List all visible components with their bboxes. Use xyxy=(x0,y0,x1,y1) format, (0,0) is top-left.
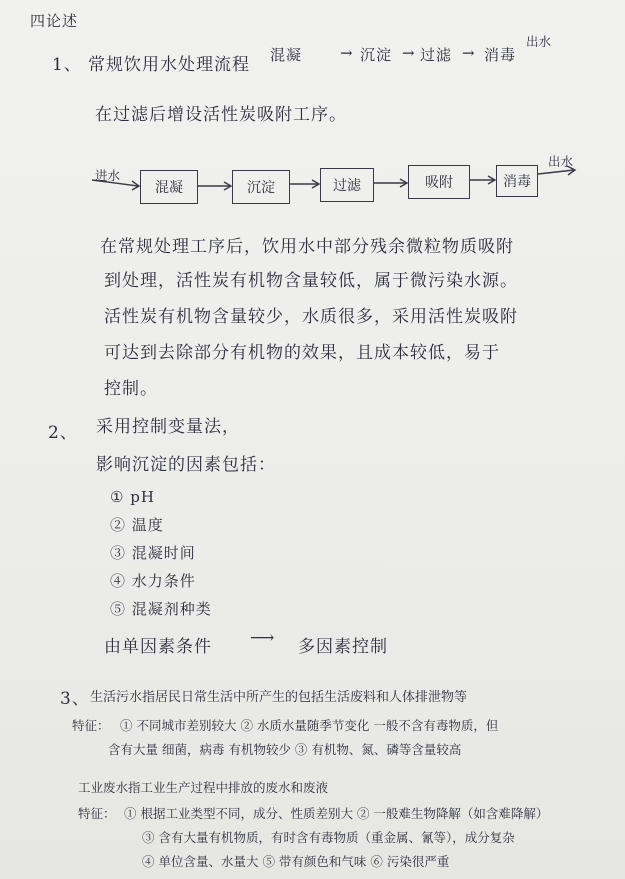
section3-number: 3、 xyxy=(60,689,90,709)
inline-flow-arrow-3: → xyxy=(462,44,476,62)
flow-step-sedimentation: 沉淀 xyxy=(232,170,290,204)
section3-line2: 工业废水指工业生产过程中排放的废水和废液 xyxy=(78,780,329,795)
section2-line1: 采用控制变量法， xyxy=(96,417,240,437)
section3-line1: 生活污水指居民日常生活中所产生的包括生活废料和人体排泄物等 xyxy=(90,690,468,705)
flow-step-filtration: 过滤 xyxy=(320,168,374,202)
section3-feat2-line-1: ① 根据工业类型不同，成分、性质差别大 ② 一般难生物降解（如含难降解） xyxy=(124,806,549,821)
section1-para-line-2: 到处理，活性炭有机物含量较低，属于微污染水源。 xyxy=(104,271,518,291)
section3-feat-line-2: 含有大量 细菌，病毒 有机物较少 ③ 有机物、氮、磷等含量较高 xyxy=(108,742,462,757)
factor-item-5: ⑤ 混凝剂种类 xyxy=(110,600,212,618)
flow-step-coagulation: 混凝 xyxy=(140,170,198,204)
conclusion-right: 多因素控制 xyxy=(298,637,388,657)
section3-feat-line-1: ① 不同城市差别较大 ② 水质水量随季节变化 一般不含有毒物质，但 xyxy=(120,718,499,733)
section1-para-line-4: 可达到去除部分有机物的效果，且成本较低，易于 xyxy=(104,343,500,363)
factor-item-3: ③ 混凝时间 xyxy=(110,544,196,562)
inline-flow-step-4: 消毒 xyxy=(484,46,517,64)
section3-feat2-label: 特征： xyxy=(78,806,116,821)
inline-flow-step-2: 沉淀 xyxy=(360,46,393,64)
section3-feat2-line-3: ④ 单位含量、水量大 ⑤ 带有颜色和气味 ⑥ 污染很严重 xyxy=(142,854,450,869)
flow-input-label: 进水 xyxy=(95,168,121,183)
conclusion-arrow: ⟶ xyxy=(250,628,276,648)
section2-number: 2、 xyxy=(48,423,78,443)
section1-para-line-1: 在常规处理工序后，饮用水中部分残余微粒物质吸附 xyxy=(100,237,514,257)
section2-line2: 影响沉淀的因素包括： xyxy=(96,455,276,475)
factor-item-1: ① pH xyxy=(110,488,155,506)
factor-item-2: ② 温度 xyxy=(110,516,164,534)
section3-feat-label: 特征： xyxy=(72,718,110,733)
conclusion-left: 由单因素条件 xyxy=(104,637,212,657)
factor-item-4: ④ 水力条件 xyxy=(110,572,196,590)
inline-flow-output: 出水 xyxy=(526,34,552,49)
section1-line1: 常规饮用水处理流程 xyxy=(88,55,250,75)
page-heading: 四论述 xyxy=(30,12,79,30)
section1-para-line-5: 控制。 xyxy=(104,379,158,399)
section1-para-line-3: 活性炭有机物含量较少，水质很多，采用活性炭吸附 xyxy=(104,307,518,327)
inline-flow-step-3: 过滤 xyxy=(420,46,453,64)
section3-feat2-line-2: ③ 含有大量有机物质，有时含有毒物质（重金属、氰等），成分复杂 xyxy=(142,830,515,845)
flow-step-adsorption: 吸附 xyxy=(408,165,470,199)
flow-output-label: 出水 xyxy=(548,154,574,169)
section1-number: 1、 xyxy=(52,55,82,75)
inline-flow-step-1: 混凝 xyxy=(270,46,303,64)
inline-flow-arrow-1: → xyxy=(340,44,354,62)
flow-step-disinfection: 消毒 xyxy=(496,165,538,197)
section1-line2: 在过滤后增设活性炭吸附工序。 xyxy=(95,105,347,125)
inline-flow-arrow-2: → xyxy=(402,44,416,62)
